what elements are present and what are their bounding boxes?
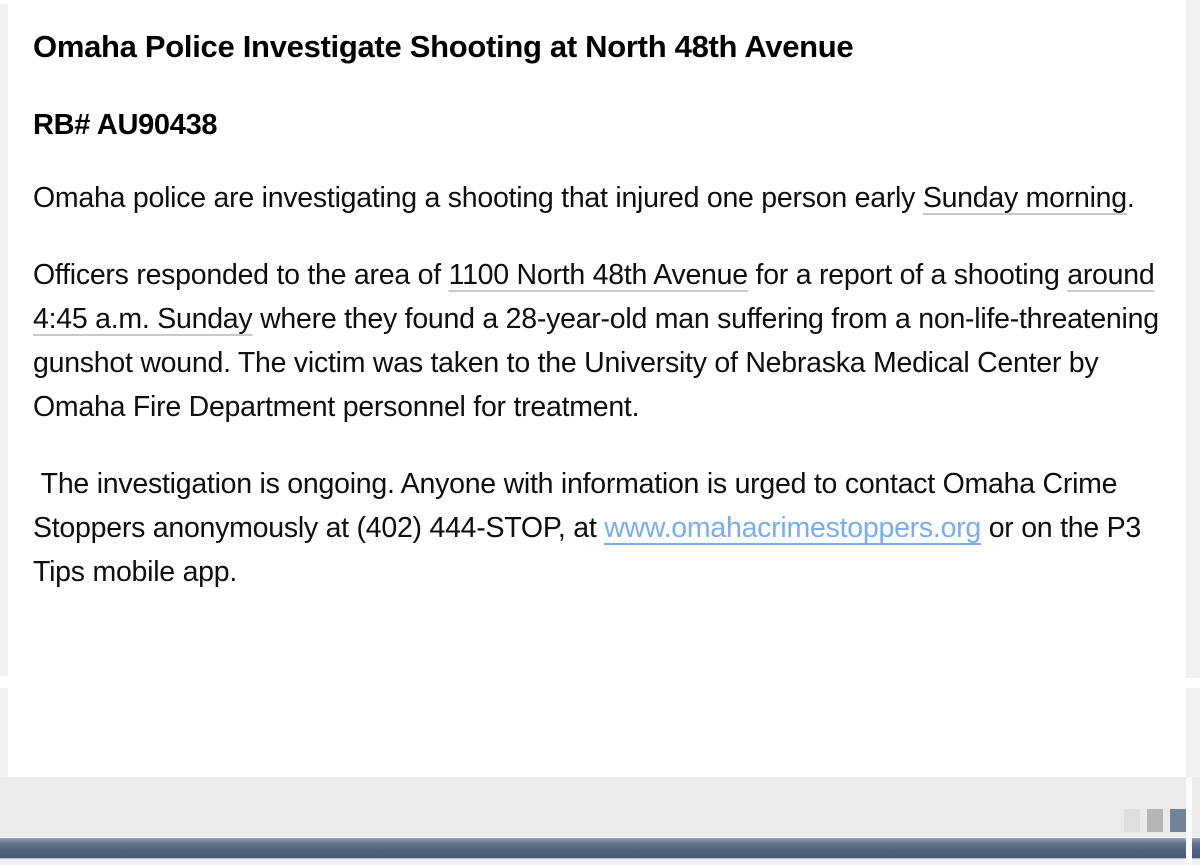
bottom-strip [0, 858, 1200, 865]
crimestoppers-link[interactable]: www.omahacrimestoppers.org [604, 512, 982, 544]
bottom-bar-squares [1124, 809, 1186, 832]
detected-data-link[interactable]: Sunday morning [922, 182, 1127, 214]
detected-data-link[interactable]: around 4:45 a.m. Sunday [33, 259, 1155, 335]
press-release [33, 0, 1163, 594]
paragraph [33, 176, 1163, 220]
edge-gap [0, 676, 8, 688]
square-medium-gray-icon[interactable] [1147, 809, 1163, 832]
page-margin-right [1186, 0, 1200, 777]
horizontal-bar [0, 837, 1200, 858]
square-blue-gray-icon[interactable] [1170, 809, 1186, 832]
text-segment: where they found a 28-year-old man suffering from a non-life-threatening gunshot wound. The victim was taken to the University of Nebraska Medical Center by Omaha Fire Department personnel for treatment. [33, 303, 1159, 423]
case-number: RB# AU90438 [33, 109, 218, 141]
text-segment: for a report of a shooting [747, 259, 1068, 291]
article-body [33, 176, 1163, 594]
text-segment: Omaha police are investigating a shooting that injured one person early [33, 182, 923, 214]
detected-data-link[interactable]: 1100 North 48th Avenue [448, 259, 748, 291]
paragraph [33, 253, 1163, 429]
page-margin-left [0, 4, 8, 777]
bottom-band [0, 777, 1200, 837]
headline: Omaha Police Investigate Shooting at North 48th Avenue [33, 29, 854, 64]
text-segment: The investigation is ongoing. Anyone with information is urged to contact Omaha Crime Stoppers anonymously at (402) 444-STOP, at [33, 468, 1118, 544]
text-segment: Officers responded to the area of [33, 259, 449, 291]
text-segment: . [1126, 182, 1135, 214]
edge-gap [1186, 678, 1200, 688]
square-light-gray-icon[interactable] [1124, 809, 1140, 832]
text-segment: or on the P3 Tips mobile app. [33, 512, 1141, 588]
scrollbar-track-edge [1186, 777, 1192, 865]
paragraph [33, 462, 1163, 594]
